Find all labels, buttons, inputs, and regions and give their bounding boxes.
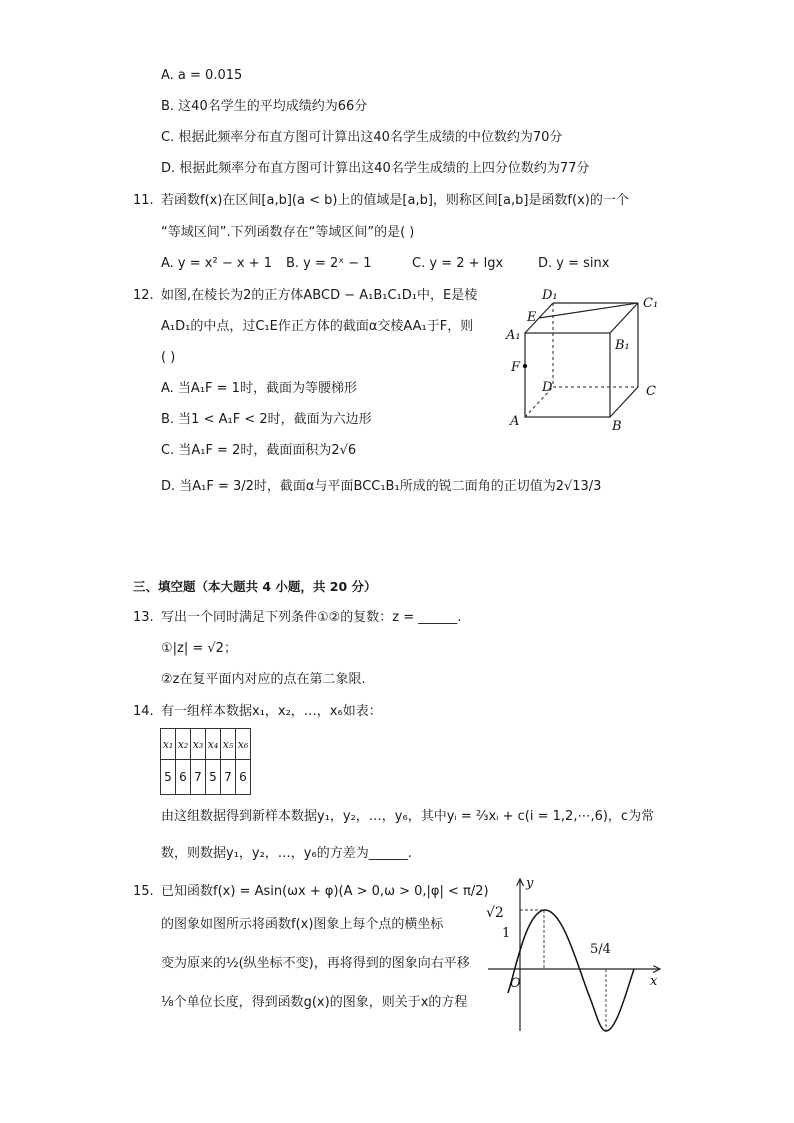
q14-line2: 由这组数据得到新样本数据y₁，y₂，…，y₆，其中yᵢ = ⅔xᵢ + c(i = 1,2,⋯,6)，c为常 bbox=[161, 809, 655, 824]
cube-edge-bc bbox=[610, 387, 638, 417]
five-fourths-label: 5/4 bbox=[590, 942, 611, 957]
q12-option-b: B. 当1 < A₁F < 2时，截面为六边形 bbox=[161, 412, 372, 427]
y-axis-label: y bbox=[526, 876, 534, 891]
q14-stem: 有一组样本数据x₁，x₂，…，x₆如表： bbox=[161, 704, 382, 719]
table-value-cell: 6 bbox=[236, 760, 251, 795]
q11-option-a: A. y = x² − x + 1 bbox=[161, 256, 272, 271]
label-d1: D₁ bbox=[542, 288, 558, 303]
origin-label: O bbox=[510, 976, 521, 991]
cube-figure bbox=[500, 285, 670, 435]
section-line-ec1 bbox=[539, 303, 638, 318]
q12-stem-line3: ( ) bbox=[161, 350, 176, 365]
label-c1: C₁ bbox=[643, 296, 659, 311]
q11-stem-line2: “等域区间”.下列函数存在“等域区间”的是( ) bbox=[161, 225, 415, 240]
table-header-row bbox=[161, 729, 251, 760]
q15-line1: 已知函数f(x) = Asin(ωx + φ)(A > 0,ω > 0,|φ| < π/2) bbox=[161, 884, 489, 899]
table-header-cell: x₁ bbox=[161, 729, 176, 760]
label-f: F bbox=[511, 360, 521, 375]
table-header-cell: x₃ bbox=[191, 729, 206, 760]
x-axis-label: x bbox=[650, 974, 658, 989]
q11-option-d: D. y = sinx bbox=[538, 256, 610, 271]
cube-front-face bbox=[525, 333, 610, 417]
q11-number: 11. bbox=[133, 193, 154, 208]
cube-edge-b1c1 bbox=[610, 303, 638, 333]
section-title: 三、填空题（本大题共 4 小题，共 20 分） bbox=[133, 579, 377, 594]
table-header-cell: x₆ bbox=[236, 729, 251, 760]
q10-option-b: B. 这40名学生的平均成绩约为66分 bbox=[161, 99, 368, 114]
q15-line2: 的图象如图所示将函数f(x)图象上每个点的横坐标 bbox=[161, 917, 444, 932]
label-b: B bbox=[612, 419, 622, 434]
q12-stem-line1: 如图,在棱长为2的正方体ABCD − A₁B₁C₁D₁中，E是棱 bbox=[161, 288, 478, 303]
table-value-cell: 7 bbox=[191, 760, 206, 795]
q10-option-c: C. 根据此频率分布直方图可计算出这40名学生成绩的中位数约为70分 bbox=[161, 130, 563, 145]
q12-option-a: A. 当A₁F = 1时，截面为等腰梯形 bbox=[161, 381, 357, 396]
q13-number: 13. bbox=[133, 610, 154, 625]
sine-graph bbox=[478, 873, 668, 1035]
q14-number: 14. bbox=[133, 704, 154, 719]
table-value-row bbox=[161, 760, 251, 795]
label-c: C bbox=[646, 384, 656, 399]
q11-stem-line1: 若函数f(x)在区间[a,b](a < b)上的值域是[a,b]，则称区间[a,b]是函数f(x)的一个 bbox=[161, 193, 629, 208]
sqrt2-label: √2 bbox=[486, 905, 504, 921]
q14-data-table bbox=[160, 728, 251, 795]
q12-option-c: C. 当A₁F = 2时，截面面积为2√6 bbox=[161, 443, 357, 458]
table-header-cell: x₅ bbox=[221, 729, 236, 760]
q13-condition-1: ①|z| = √2； bbox=[161, 641, 237, 656]
q12-stem-line2: A₁D₁的中点，过C₁E作正方体的截面α交棱AA₁于F，则 bbox=[161, 319, 474, 334]
table-value-cell: 7 bbox=[221, 760, 236, 795]
table-value-cell: 6 bbox=[176, 760, 191, 795]
table-header-cell: x₄ bbox=[206, 729, 221, 760]
q10-option-a: A. a = 0.015 bbox=[161, 68, 243, 83]
q11-option-c: C. y = 2 + lgx bbox=[412, 256, 504, 271]
label-e: E bbox=[527, 310, 537, 325]
sine-curve bbox=[508, 910, 634, 1031]
one-label: 1 bbox=[502, 926, 511, 941]
label-b1: B₁ bbox=[615, 338, 630, 353]
q12-option-d: D. 当A₁F = 3/2时，截面α与平面BCC₁B₁所成的锐二面角的正切值为2√13/3 bbox=[161, 479, 602, 494]
label-a: A bbox=[510, 414, 520, 429]
table-header-cell: x₂ bbox=[176, 729, 191, 760]
label-d: D bbox=[542, 380, 553, 395]
table-value-cell: 5 bbox=[161, 760, 176, 795]
table-value-cell: 5 bbox=[206, 760, 221, 795]
q10-option-d: D. 根据此频率分布直方图可计算出这40名学生成绩的上四分位数约为77分 bbox=[161, 161, 590, 176]
q15-line4: ⅛个单位长度，得到函数g(x)的图象，则关于x的方程 bbox=[161, 995, 468, 1010]
q15-line3: 变为原来的½(纵坐标不变)，再将得到的图象向右平移 bbox=[161, 956, 470, 971]
q13-stem: 写出一个同时满足下列条件①②的复数：z = ______. bbox=[161, 610, 462, 625]
q12-number: 12. bbox=[133, 288, 154, 303]
point-f bbox=[523, 364, 527, 368]
q15-number: 15. bbox=[133, 884, 154, 899]
q14-line3: 数，则数据y₁，y₂，…，y₆的方差为______. bbox=[161, 846, 412, 861]
q11-option-b: B. y = 2ˣ − 1 bbox=[286, 256, 372, 271]
label-a1: A₁ bbox=[506, 328, 521, 343]
q13-condition-2: ②z在复平面内对应的点在第二象限. bbox=[161, 672, 366, 687]
